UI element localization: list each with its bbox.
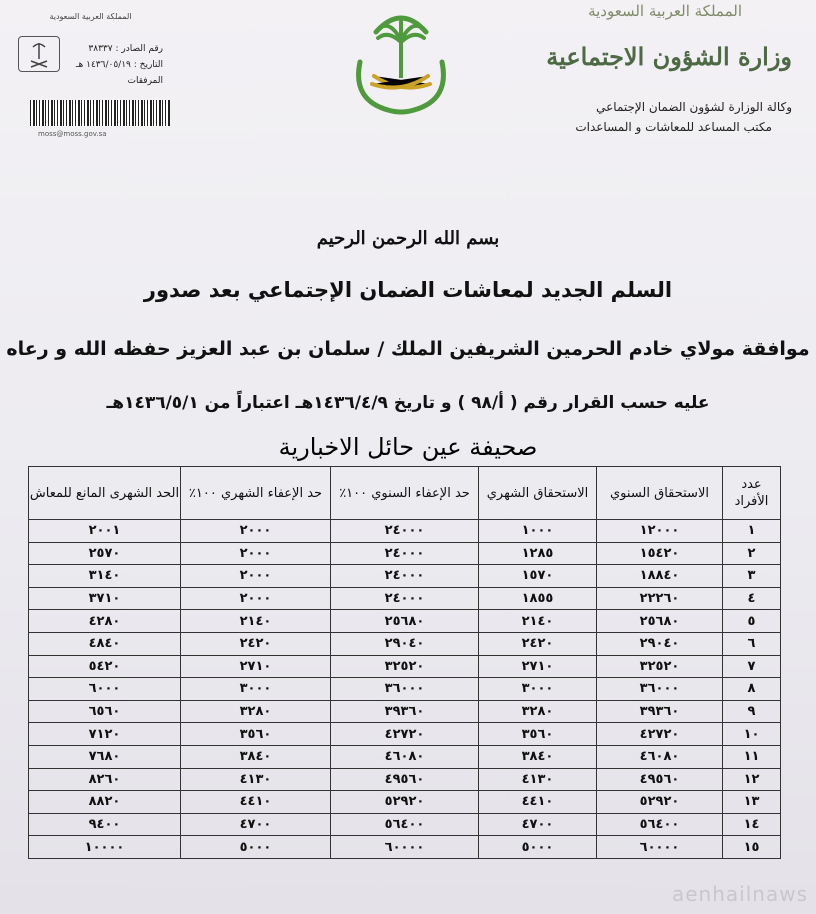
table-cell: ١٨٥٥ bbox=[479, 587, 597, 610]
table-row bbox=[29, 813, 781, 836]
barcode-text: moss@moss.gov.sa bbox=[38, 130, 107, 138]
table-cell: ١٥٧٠ bbox=[479, 565, 597, 588]
basmala: بسم الله الرحمن الرحيم bbox=[316, 228, 500, 249]
table-cell: ١١ bbox=[723, 745, 781, 768]
table-cell: ٤٧٠٠ bbox=[479, 813, 597, 836]
small-crest-icon bbox=[18, 36, 60, 72]
table-cell: ٢٥٦٨٠ bbox=[597, 610, 723, 633]
table-cell: ٥٠٠٠ bbox=[181, 836, 331, 859]
table-cell: ٢٤٠٠٠ bbox=[331, 520, 479, 543]
agency-name: وكالة الوزارة لشؤون الضمان الإجتماعي bbox=[596, 100, 792, 114]
table-cell: ٤٢٧٢٠ bbox=[331, 723, 479, 746]
table-cell: ٢٤٢٠ bbox=[479, 632, 597, 655]
table-cell: ٧١٢٠ bbox=[29, 723, 181, 746]
table-cell: ٢٩٠٤٠ bbox=[331, 632, 479, 655]
table-cell: ٦٠٠٠ bbox=[29, 678, 181, 701]
table-row bbox=[29, 565, 781, 588]
table-cell: ٤٦٠٨٠ bbox=[597, 745, 723, 768]
table-cell: ٥ bbox=[723, 610, 781, 633]
table-cell: ٥٠٠٠ bbox=[479, 836, 597, 859]
table-cell: ٤٢٧٢٠ bbox=[597, 723, 723, 746]
header-members: عدد الأفراد bbox=[723, 467, 781, 520]
table-row bbox=[29, 520, 781, 543]
approval-line: موافقة مولاي خادم الحرمين الشريفين الملك / سلمان بن عبد العزيز حفظه الله و رعاه bbox=[6, 338, 810, 360]
table-cell: ٦٥٦٠ bbox=[29, 700, 181, 723]
reference-box bbox=[8, 8, 173, 138]
table-cell: ١٨٨٤٠ bbox=[597, 565, 723, 588]
ministry-name: وزارة الشؤون الاجتماعية bbox=[546, 42, 792, 71]
header-annual-entitlement: الاستحقاق السنوي bbox=[597, 467, 723, 520]
table-cell: ٢٧١٠ bbox=[181, 655, 331, 678]
table-cell: ٣٢٨٠ bbox=[479, 700, 597, 723]
table-cell: ٢٤٠٠٠ bbox=[331, 565, 479, 588]
ref-date: التاريخ : ١٤٣٦/٠٥/١٩ هـ bbox=[75, 60, 163, 70]
table-cell: ٢٢٢٦٠ bbox=[597, 587, 723, 610]
site-watermark: aenhailnaws bbox=[672, 882, 808, 906]
table-cell: ٤٧٠٠ bbox=[181, 813, 331, 836]
kingdom-name: المملكة العربية السعودية bbox=[588, 2, 742, 20]
table-cell: ٧٦٨٠ bbox=[29, 745, 181, 768]
table-row bbox=[29, 768, 781, 791]
newspaper-watermark: صحيفة عين حائل الاخبارية bbox=[278, 433, 538, 461]
table-cell: ٣٩٣٦٠ bbox=[331, 700, 479, 723]
table-cell: ٢٠٠٠ bbox=[181, 520, 331, 543]
table-cell: ٣٧١٠ bbox=[29, 587, 181, 610]
table-cell: ٤٦٠٨٠ bbox=[331, 745, 479, 768]
decisive-storm-emblem bbox=[338, 2, 464, 122]
header-monthly-exemption: حد الإعفاء الشهري ١٠٠٪ bbox=[181, 467, 331, 520]
table-cell: ٢١٤٠ bbox=[181, 610, 331, 633]
table-cell: ٣٠٠٠ bbox=[479, 678, 597, 701]
table-cell: ٤٨٤٠ bbox=[29, 632, 181, 655]
table-row bbox=[29, 542, 781, 565]
table-cell: ٣١٤٠ bbox=[29, 565, 181, 588]
table-cell: ١٣ bbox=[723, 791, 781, 814]
table-cell: ٦٠٠٠٠ bbox=[597, 836, 723, 859]
table-cell: ٢٤٢٠ bbox=[181, 632, 331, 655]
table-cell: ٣٥٦٠ bbox=[479, 723, 597, 746]
table-cell: ٢٠٠١ bbox=[29, 520, 181, 543]
barcode bbox=[30, 100, 170, 126]
table-cell: ٤٤١٠ bbox=[181, 791, 331, 814]
table-cell: ٢٤٠٠٠ bbox=[331, 587, 479, 610]
table-row bbox=[29, 678, 781, 701]
table-cell: ٦ bbox=[723, 632, 781, 655]
table-cell: ٢ bbox=[723, 542, 781, 565]
table-cell: ١٥ bbox=[723, 836, 781, 859]
ministry-header bbox=[546, 0, 802, 140]
decision-line: عليه حسب القرار رقم ( أ/٩٨ ) و تاريخ ١٤٣٦/٤/٩هـ اعتباراً من ١٤٣٦/٥/١هـ bbox=[106, 393, 710, 413]
table-cell: ١٠٠٠ bbox=[479, 520, 597, 543]
table-cell: ٤٩٥٦٠ bbox=[597, 768, 723, 791]
table-cell: ٢٤٠٠٠ bbox=[331, 542, 479, 565]
table-cell: ١٤ bbox=[723, 813, 781, 836]
table-cell: ٩ bbox=[723, 700, 781, 723]
table-cell: ٣٦٠٠٠ bbox=[597, 678, 723, 701]
table-cell: ٥٦٤٠٠ bbox=[331, 813, 479, 836]
table-cell: ٢٥٧٠ bbox=[29, 542, 181, 565]
table-cell: ٤٢٨٠ bbox=[29, 610, 181, 633]
table-cell: ٨٨٢٠ bbox=[29, 791, 181, 814]
table-row bbox=[29, 587, 781, 610]
table-cell: ٣ bbox=[723, 565, 781, 588]
table-cell: ٢١٤٠ bbox=[479, 610, 597, 633]
table-cell: ٥٦٤٠٠ bbox=[597, 813, 723, 836]
document-title: السلم الجديد لمعاشات الضمان الإجتماعي بعد صدور bbox=[143, 278, 673, 302]
table-cell: ٢٠٠٠ bbox=[181, 565, 331, 588]
table-cell: ٣٦٠٠٠ bbox=[331, 678, 479, 701]
table-cell: ١٢٨٥ bbox=[479, 542, 597, 565]
table-cell: ١٢٠٠٠ bbox=[597, 520, 723, 543]
table-row bbox=[29, 655, 781, 678]
table-cell: ٣٩٣٦٠ bbox=[597, 700, 723, 723]
table-row bbox=[29, 632, 781, 655]
table-cell: ١٠٠٠٠ bbox=[29, 836, 181, 859]
table-row bbox=[29, 723, 781, 746]
pension-scale-table bbox=[28, 466, 781, 859]
table-cell: ٤ bbox=[723, 587, 781, 610]
table-cell: ٧ bbox=[723, 655, 781, 678]
palm-tree-icon bbox=[378, 22, 424, 78]
header-annual-exemption: حد الإعفاء السنوي ١٠٠٪ bbox=[331, 467, 479, 520]
ref-number: رقم الصادر : ٣٨٣٣٧ bbox=[88, 44, 163, 54]
table-cell: ٤١٣٠ bbox=[479, 768, 597, 791]
table-cell: ٢٠٠٠ bbox=[181, 587, 331, 610]
table-cell: ٤٤١٠ bbox=[479, 791, 597, 814]
table-header-row bbox=[29, 467, 781, 520]
table-cell: ٣٨٤٠ bbox=[479, 745, 597, 768]
table-cell: ٢٩٠٤٠ bbox=[597, 632, 723, 655]
header-monthly-cap: الحد الشهرى المانع للمعاش bbox=[29, 467, 181, 520]
table-cell: ٤١٣٠ bbox=[181, 768, 331, 791]
table-cell: ٣٨٤٠ bbox=[181, 745, 331, 768]
table-row bbox=[29, 610, 781, 633]
header-monthly-entitlement: الاستحقاق الشهري bbox=[479, 467, 597, 520]
table-cell: ٢٧١٠ bbox=[479, 655, 597, 678]
table-cell: ٩٤٠٠ bbox=[29, 813, 181, 836]
table-cell: ٤٩٥٦٠ bbox=[331, 768, 479, 791]
table-row bbox=[29, 836, 781, 859]
table-row bbox=[29, 745, 781, 768]
table-cell: ٥٢٩٢٠ bbox=[597, 791, 723, 814]
table-cell: ٦٠٠٠٠ bbox=[331, 836, 479, 859]
kingdom-small-label: المملكة العربية السعودية bbox=[49, 12, 132, 21]
table-cell: ٢٠٠٠ bbox=[181, 542, 331, 565]
table-cell: ١٠ bbox=[723, 723, 781, 746]
table-cell: ١٥٤٢٠ bbox=[597, 542, 723, 565]
table-cell: ٣٥٦٠ bbox=[181, 723, 331, 746]
attachments-label: المرفقات bbox=[127, 76, 163, 86]
table-cell: ١٢ bbox=[723, 768, 781, 791]
table-cell: ٥٢٩٢٠ bbox=[331, 791, 479, 814]
table-cell: ٣٢٥٢٠ bbox=[597, 655, 723, 678]
table-cell: ٣٠٠٠ bbox=[181, 678, 331, 701]
table-cell: ٨ bbox=[723, 678, 781, 701]
table-cell: ١ bbox=[723, 520, 781, 543]
table-row bbox=[29, 791, 781, 814]
table-cell: ٨٢٦٠ bbox=[29, 768, 181, 791]
table-cell: ٣٢٨٠ bbox=[181, 700, 331, 723]
table-cell: ٣٢٥٢٠ bbox=[331, 655, 479, 678]
office-name: مكتب المساعد للمعاشات و المساعدات bbox=[575, 120, 772, 134]
table-row bbox=[29, 700, 781, 723]
table-cell: ٥٤٢٠ bbox=[29, 655, 181, 678]
table-cell: ٢٥٦٨٠ bbox=[331, 610, 479, 633]
